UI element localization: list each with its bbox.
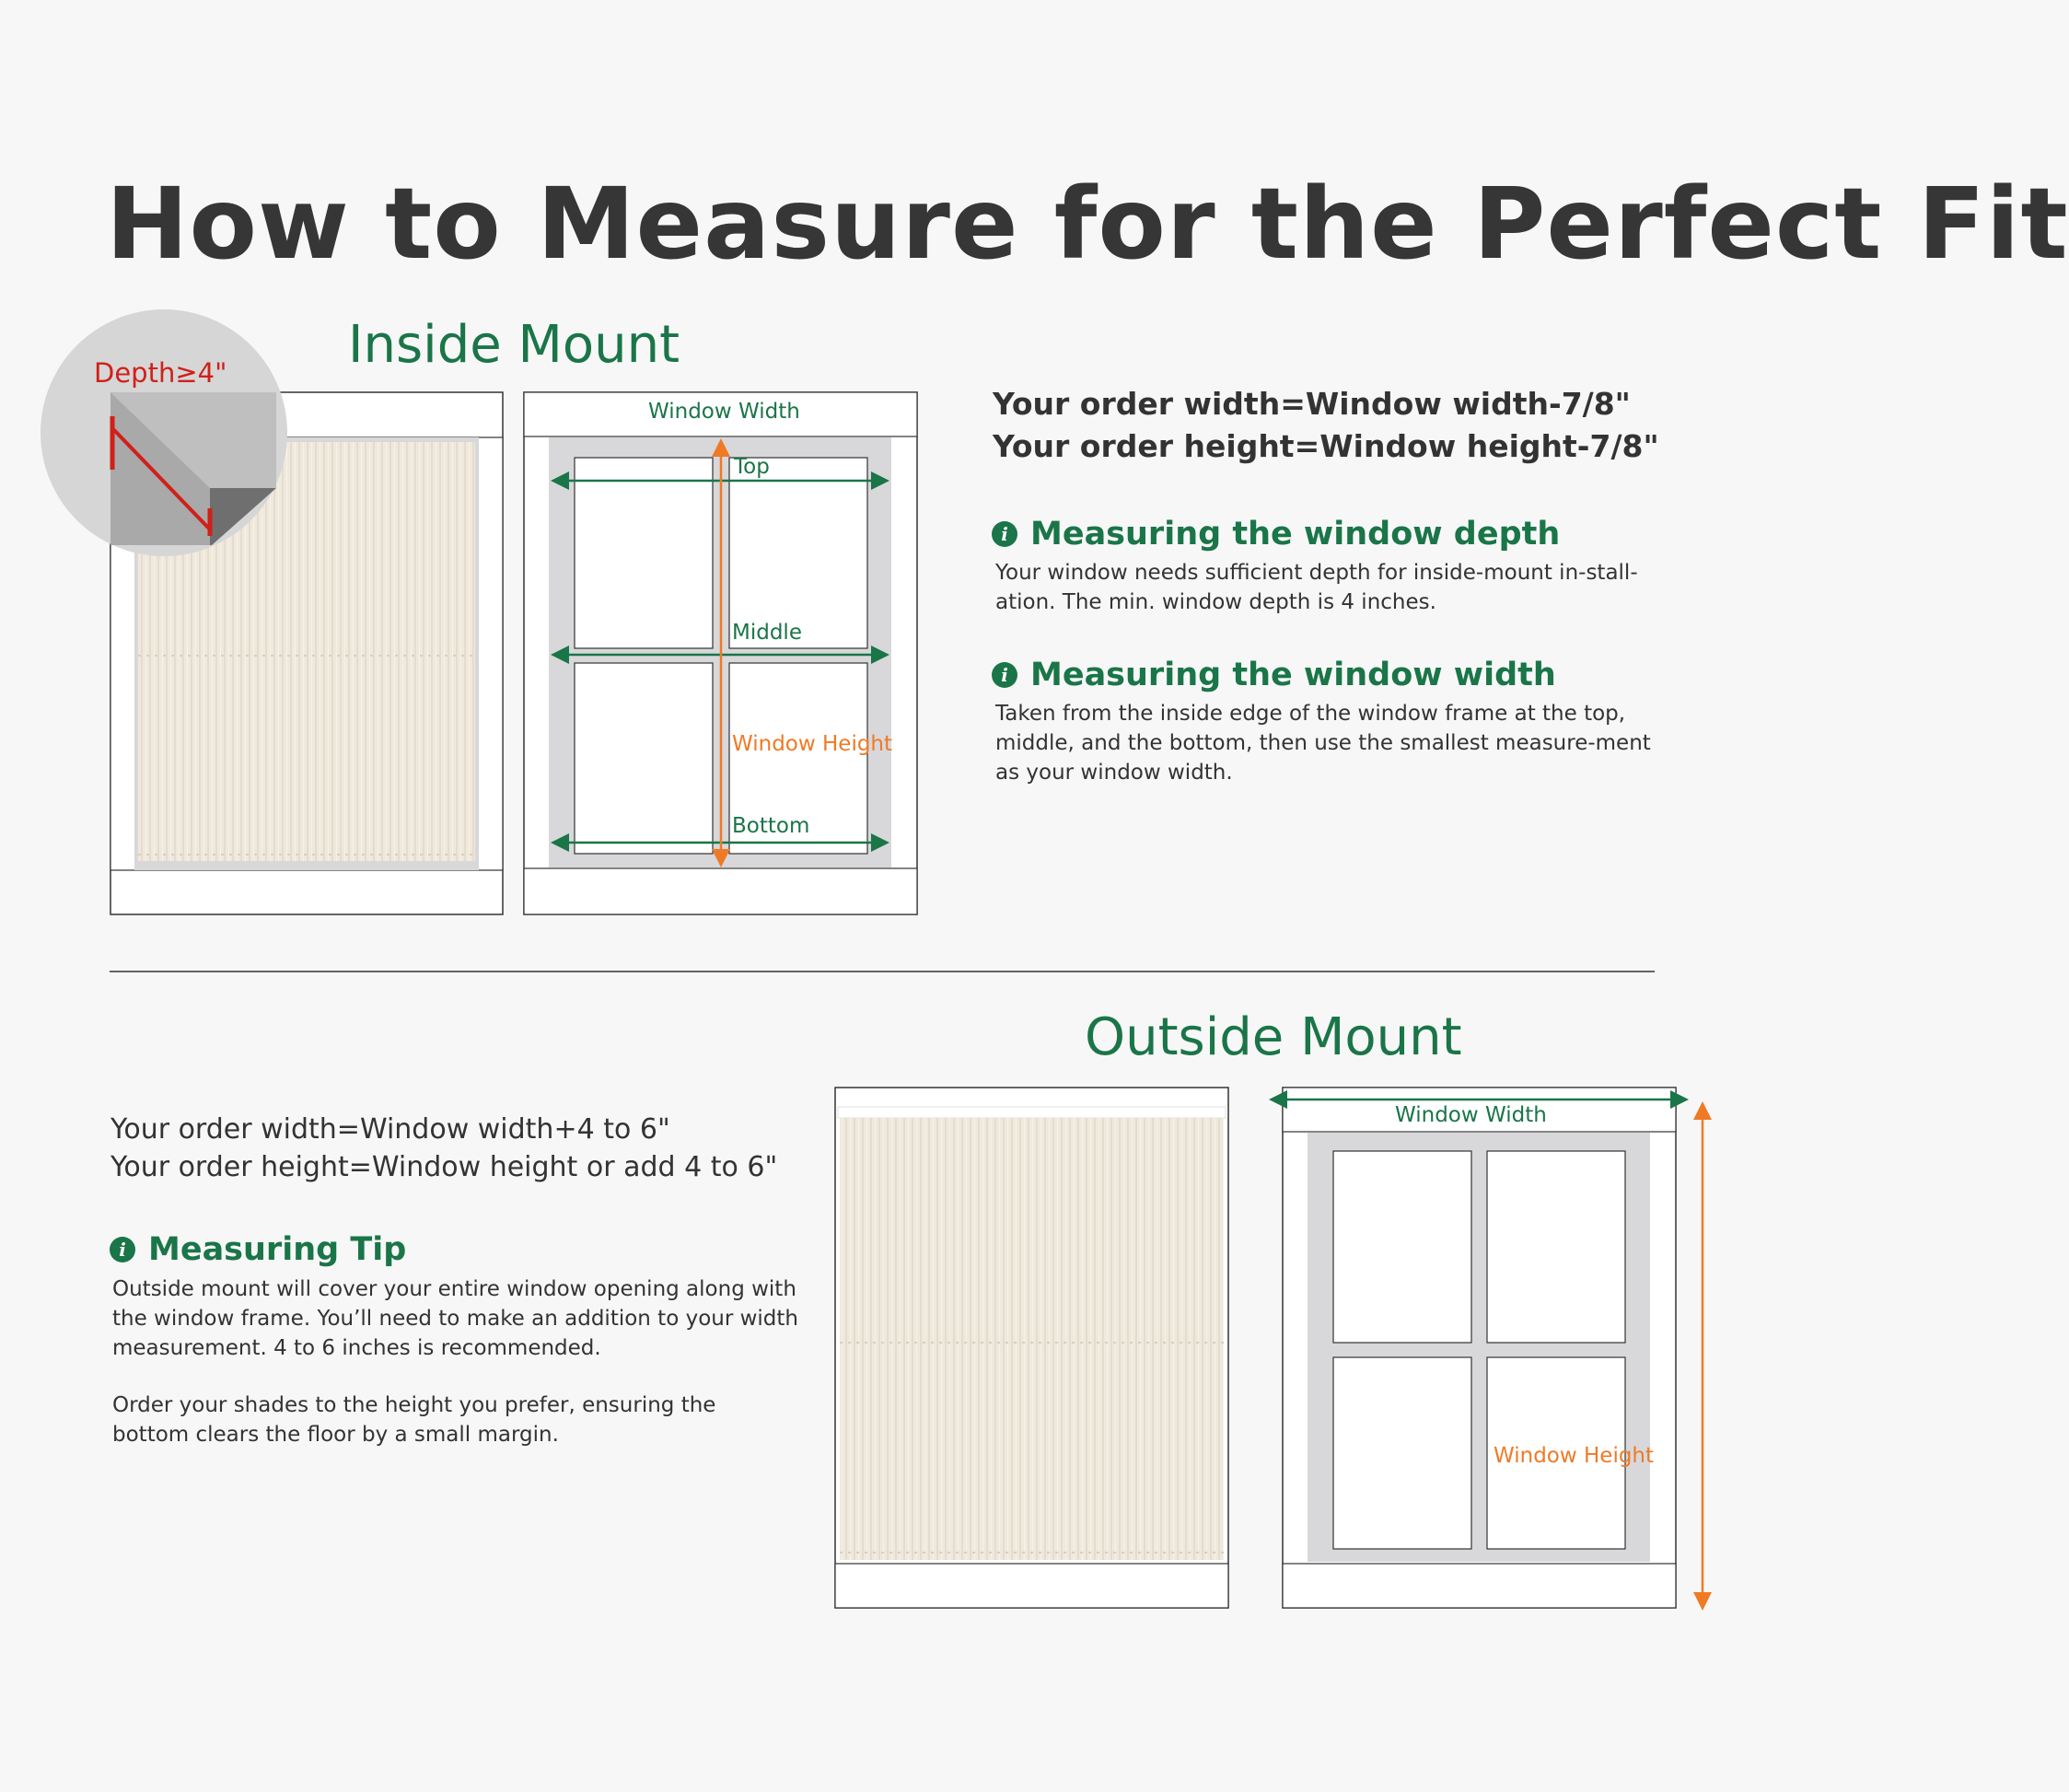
outside-formula-height: Your order height=Window height or add 4 to 6" [110, 1151, 778, 1183]
tip-heading-text: Measuring Tip [148, 1231, 407, 1268]
depth-magnifier [41, 309, 287, 556]
tip-text-2: Order your shades to the height you prefer, ensuring the bottom clears the floor by a small margin. [112, 1393, 716, 1447]
depth-text: Your window needs sufficient depth for inside-mount in-stall-ation. The min. window depth is 4 inches. [995, 561, 1638, 614]
info-icon: i [110, 1237, 135, 1263]
outside-mount-title: Outside Mount [1085, 1007, 1462, 1067]
top-label: Top [734, 455, 770, 479]
outside-shade-window [835, 1088, 1228, 1608]
width-text: Taken from the inside edge of the window frame at the top, middle, and the bottom, then use the smallest measure-ment as your window width. [995, 702, 1651, 785]
depth-heading-text: Measuring the window depth [1030, 516, 1561, 553]
width-heading-text: Measuring the window width [1030, 657, 1556, 693]
inside-mount-title: Inside Mount [348, 315, 680, 375]
outside-height-label: Window Height [1494, 1444, 1655, 1468]
outside-width-label: Window Width [1395, 1103, 1547, 1127]
depth-label: Depth≥4" [94, 357, 227, 389]
width-heading [992, 657, 1556, 693]
inside-formula-width: Your order width=Window width-7/8" [993, 386, 1631, 422]
inside-width-label: Window Width [648, 400, 800, 424]
outside-measure-window [1273, 1088, 1703, 1608]
depth-heading [992, 516, 1560, 553]
middle-label: Middle [732, 621, 802, 645]
info-icon: i [992, 662, 1017, 688]
page-title: How to Measure for the Perfect Fit [106, 168, 2069, 282]
pleated-shade [840, 1118, 1224, 1560]
bottom-label: Bottom [732, 814, 810, 838]
tip-text-1: Outside mount will cover your entire window opening along with the window frame. You’ll need to make an addition to your width measurement. 4 to 6 inches is recommended. [112, 1277, 799, 1360]
info-icon: i [992, 521, 1017, 547]
tip-heading [110, 1231, 406, 1268]
inside-formula-height: Your order height=Window height-7/8" [993, 428, 1659, 464]
inside-height-label: Window Height [732, 732, 893, 756]
inside-measure-window [524, 392, 917, 914]
outside-formula-width: Your order width=Window width+4 to 6" [110, 1113, 670, 1146]
